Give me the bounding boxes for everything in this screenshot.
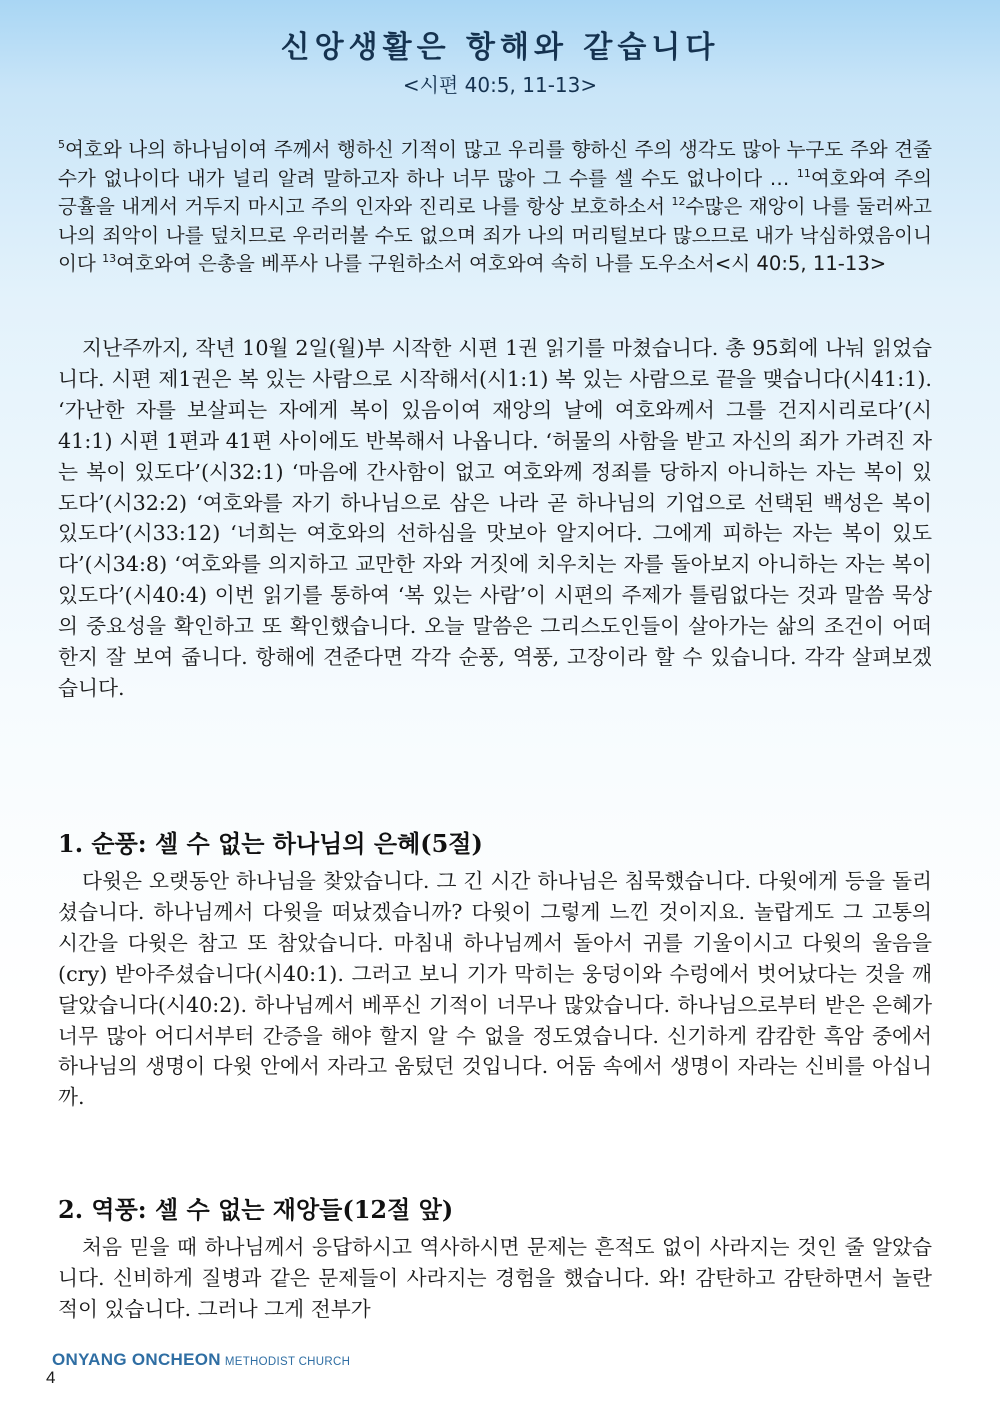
scripture-reference: <시편 40:5, 11-13> xyxy=(402,73,598,97)
section-heading: 2. 역풍: 셀 수 없는 재앙들(12절 앞) xyxy=(58,1195,454,1224)
logo-name: ONYANG ONCHEON xyxy=(52,1350,221,1369)
verse-text: 여호와여 은총을 베푸사 나를 구원하소서 여호와여 속히 나를 도우소서<시 40:5, 11-13> xyxy=(116,252,887,276)
church-logo xyxy=(52,1350,350,1370)
intro-paragraph: 지난주까지, 작년 10월 2일(월)부 시작한 시편 1권 읽기를 마쳤습니다. 총 95회에 나눠 읽었습니다. 시편 제1권은 복 있는 사람으로 시작해서(시1:1) 복 있는 사람으로 끝을 맺습니다(시41:1). ‘가난한 자를 보살피는 자에게 복이 있음이여 재앙의 날에 여호와께서 그를 건지시리로다’(시41:1) 시편 1편과 41편 사이에도 반복해서 나옵니다. ‘허물의 사함을 받고 자신의 죄가 가려진 자는 복이 있도다’(시32:1) ‘마음에 간사함이 없고 여호와께 정죄를 당하지 아니하는 자는 복이 있도다’(시32:2) ‘여호와를 자기 하나님으로 삼은 나라 곧 하나님의 기업으로 선택된 백성은 복이 있도다’(시33:12) ‘너희는 여호와의 선하심을 맛보아 알지어다. 그에게 피하는 자는 복이 있도다’(시34:8) ‘여호와를 의지하고 교만한 자와 거짓에 치우치는 자를 돌아보지 아니하는 자는 복이 있도다’(시40:4) 이번 읽기를 통하여 ‘복 있는 사람’이 시편의 주제가 틀림없다는 것과 말씀 묵상의 중요성을 확인하고 또 확인했습니다. 오늘 말씀은 그리스도인들이 살아가는 삶의 조건이 어떠한지 잘 보여 줍니다. 항해에 견준다면 각각 순풍, 역풍, 고장이라 할 수 있습니다. 각각 살펴보겠습니다. xyxy=(58,336,933,700)
section-paragraph: 다윗은 오랫동안 하나님을 찾았습니다. 그 긴 시간 하나님은 침묵했습니다. 다윗에게 등을 돌리셨습니다. 하나님께서 다윗을 떠났겠습니까? 다윗이 그렇게 느낀 것이지요. 놀랍게도 그 고통의 시간을 다윗은 참고 또 참았습니다. 마침내 하나님께서 돌아서 귀를 기울이시고 다윗의 울음을(cry) 받아주셨습니다(시40:1). 그러고 보니 기가 막히는 웅덩이와 수렁에서 벗어났다는 것을 깨달았습니다(시40:2). 하나님께서 베푸신 기적이 너무나 많았습니다. 하나님으로부터 받은 은혜가 너무 많아 어디서부터 간증을 해야 할지 알 수 없을 정도였습니다. 신기하게 캄캄한 흑암 중에서 하나님의 생명이 다윗 안에서 자라고 움텄던 것입니다. 어둠 속에서 생명이 자라는 신비를 아십니까. xyxy=(58,869,932,1110)
page-title: 신앙생활은 항해와 같습니다 xyxy=(280,30,720,65)
logo-subtitle: METHODIST CHURCH xyxy=(224,1356,351,1368)
page-number: 4 xyxy=(46,1368,56,1387)
section-heading: 1. 순풍: 셀 수 없는 하나님의 은혜(5절) xyxy=(58,829,483,858)
header xyxy=(0,28,1000,100)
verse-text: 수많은 재앙이 나를 둘러싸고 나의 죄악이 나를 덮치므로 우러러볼 수도 없으며 죄가 나의 머리털보다 많으므로 내가 낙심하였음이니이다 xyxy=(58,195,932,276)
verse-text: 여호와 나의 하나님이여 주께서 행하신 기적이 많고 우리를 향하신 주의 생각도 많아 누구도 주와 견줄 수가 없나이다 내가 널리 알려 말하고자 하나 너무 많아 그 수를 셀 수도 없나이다 … xyxy=(58,138,932,190)
verse-number: 11 xyxy=(796,166,811,180)
section-paragraph: 처음 믿을 때 하나님께서 응답하시고 역사하시면 문제는 흔적도 없이 사라지는 것인 줄 알았습니다. 신비하게 질병과 같은 문제들이 사라지는 경험을 했습니다. 와! 감탄하고 감탄하면서 놀란 적이 있습니다. 그러나 그게 전부가 xyxy=(58,1235,932,1321)
verse-number: 12 xyxy=(671,195,686,209)
verse-number: 13 xyxy=(102,252,117,266)
verse-number: 5 xyxy=(58,138,65,151)
scripture-passage xyxy=(58,136,932,279)
verse-text: 여호와여 주의 긍휼을 내게서 거두지 마시고 주의 인자와 진리로 나를 항상 보호하소서 xyxy=(58,166,932,219)
